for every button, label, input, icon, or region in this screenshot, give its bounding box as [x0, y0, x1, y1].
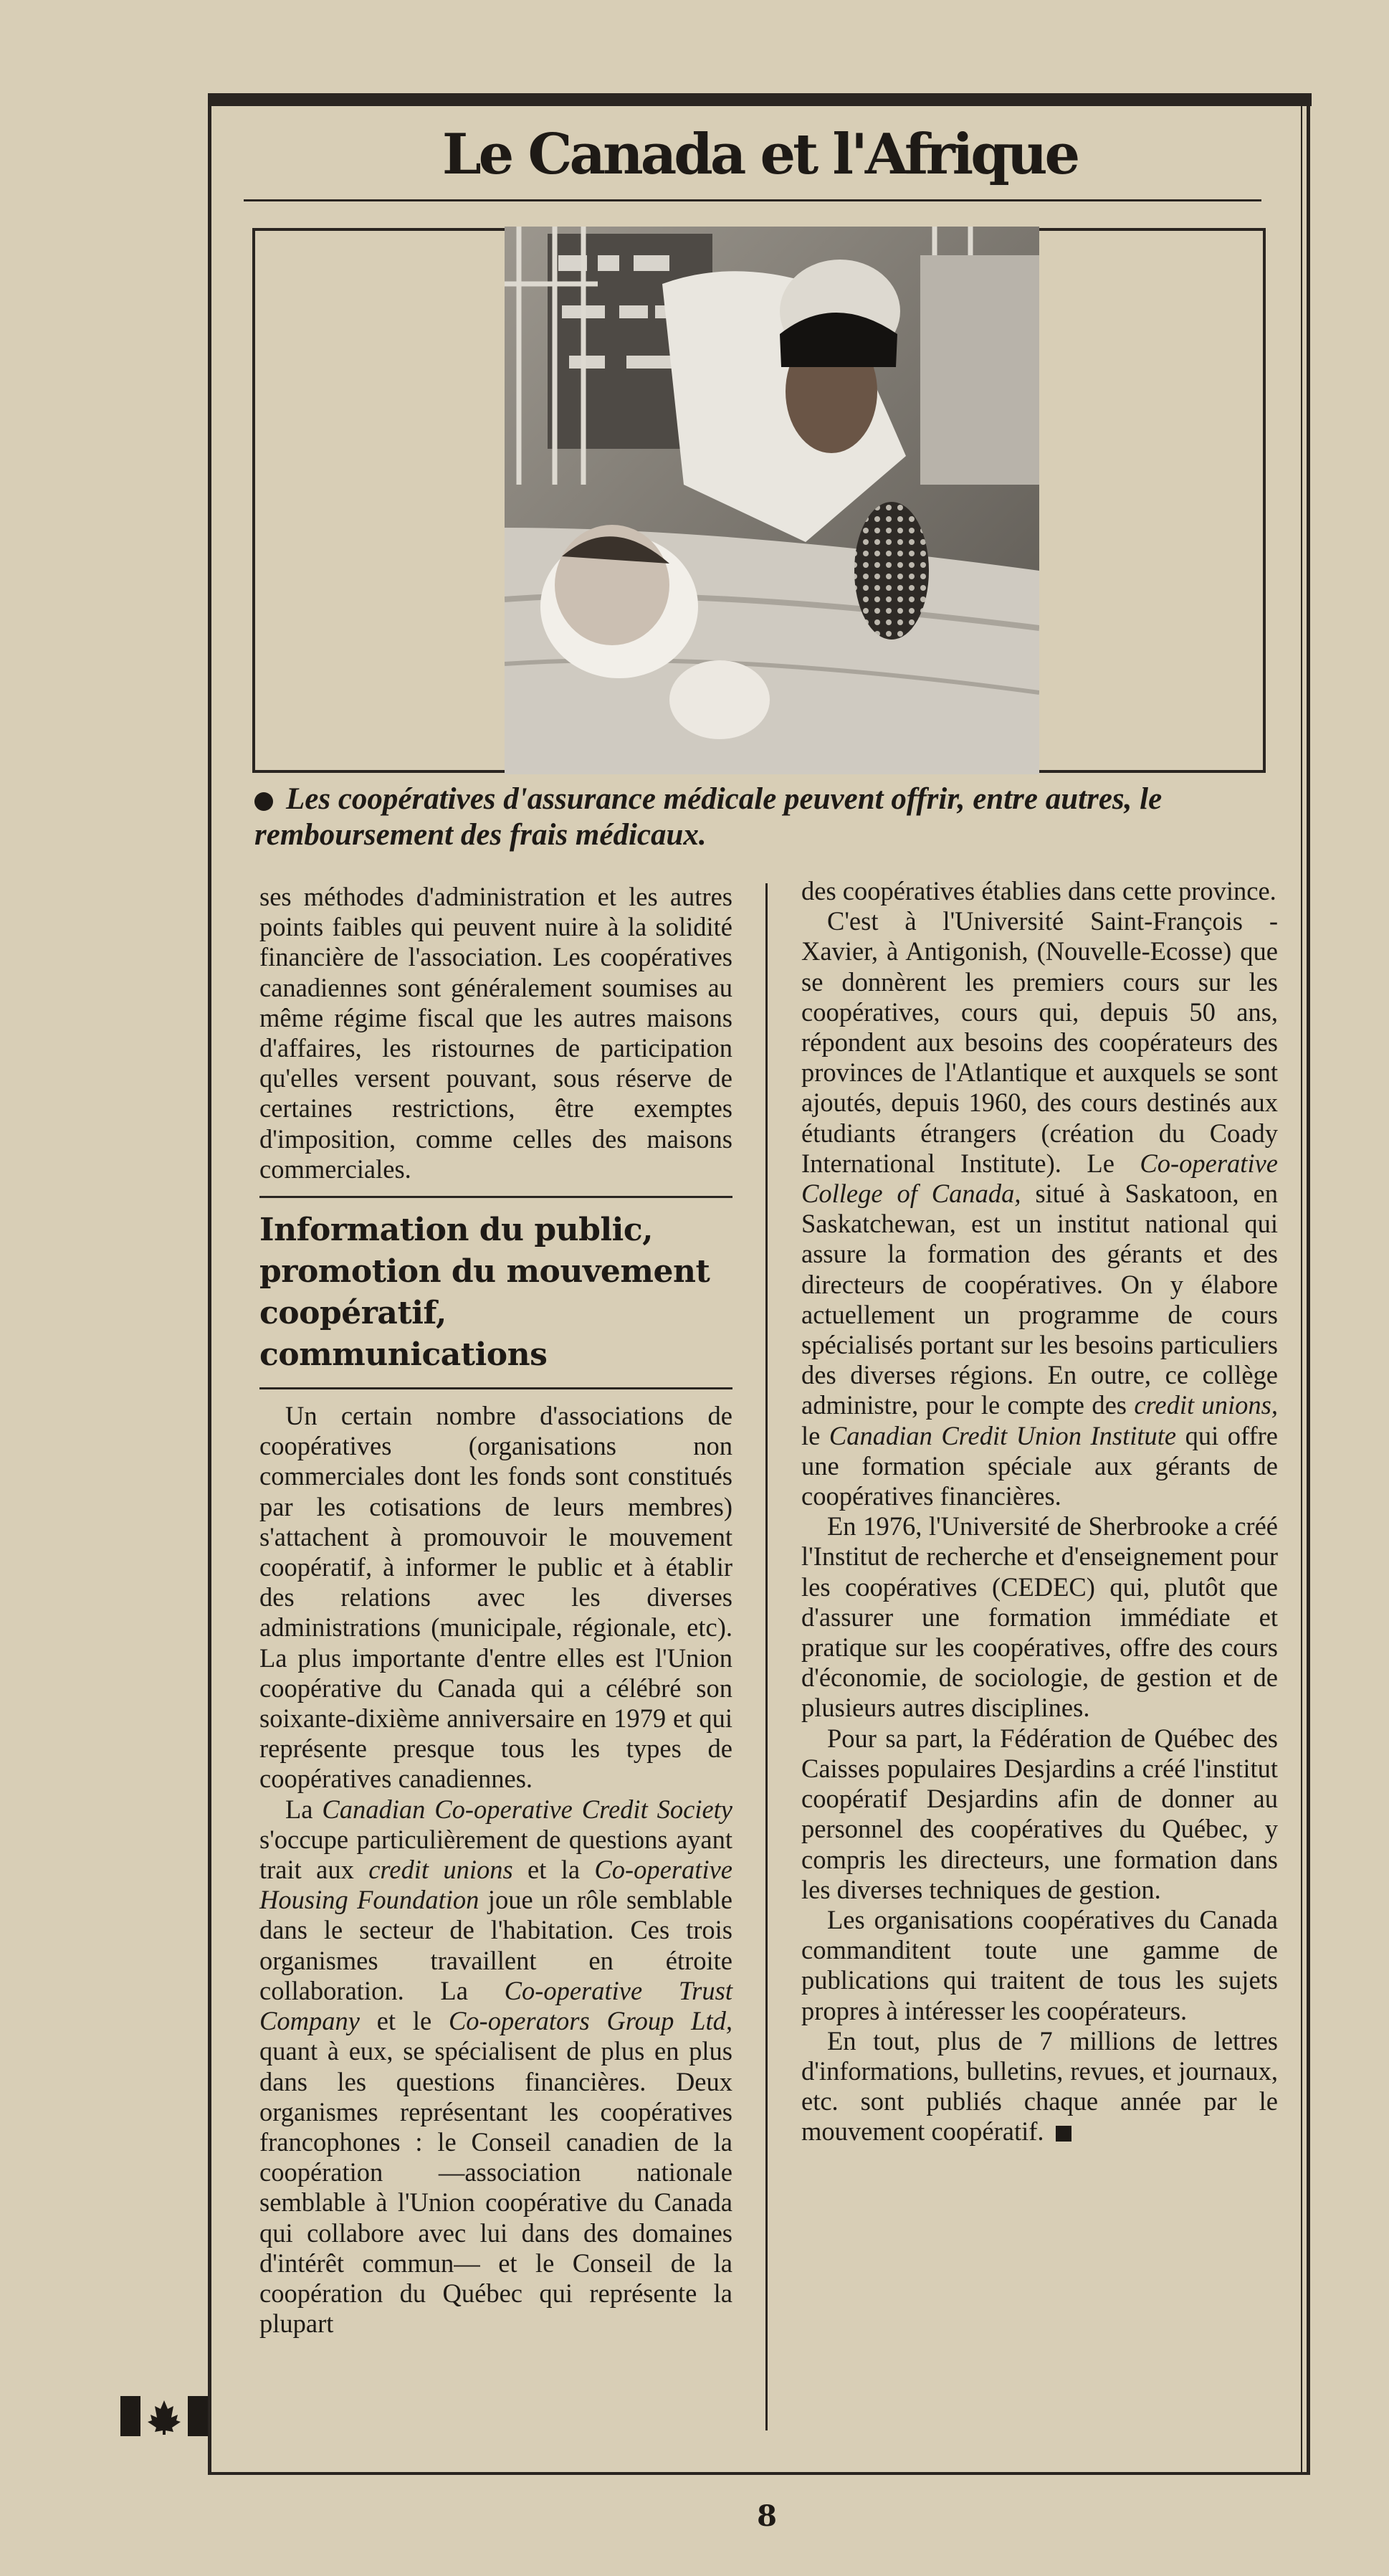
paragraph: En 1976, l'Université de Sherbrooke a créé l'Institut de recherche et d'enseignement pour les coopératives (CEDEC) qui, plutôt que d'assurer une formation immédiate et pratique sur les coopératives, offre des cours d'économie, de sociologie, de gestion et de plusieurs autres disciplines.: [801, 1511, 1278, 1723]
paragraph: C'est à l'Université Saint-François - Xavier, à Antigonish, (Nouvelle-Ecosse) que se donnèrent les premiers cours sur les coopératives, cours qui, depuis 50 ans, répondent aux besoins des coopérateurs des provinces de l'Atlantique et auxquels se sont ajoutés, depuis 1960, des cours destinés aux étudiants étrangers (création du Coady International Institute). Le Co-operative College of Canada, situé à Saskatoon, en Saskatchewan, est un institut national qui assure la formation des gérants et des directeurs de coopératives. On y élabore actuellement un programme de cours spécialisés portant sur les besoins particuliers des diverses régions. En outre, ce collège administre, pour le compte des credit unions, le Canadian Credit Union Institute qui offre une formation spéciale aux gérants de coopératives financières.: [801, 906, 1279, 1511]
section-heading: Information du public, promotion du mouvement coopératif, communications: [259, 1212, 710, 1374]
paragraph: Les organisations coopératives du Canada commanditent toute une gamme de publications qui traitent de tous les sujets propres à intéresser les coopérateurs.: [801, 1904, 1278, 2025]
page-number: 8: [757, 2499, 777, 2533]
photo-illustration: [505, 227, 1039, 774]
paragraph: Un certain nombre d'associations de coopératives (organisations non commerciales dont les fonds sont constitués par les cotisations de leurs membres) s'attachent à promouvoir le mouvement coopératif, à informer le public et à établir des relations avec les diverses administrations (municipale, régionale, etc). La plus importante d'entre elles est l'Union coopérative du Canada qui a célébré son soixante-dixième anniversaire en 1979 et qui représente presque tous les types de coopératives canadiennes.: [259, 1401, 732, 1794]
canada-flag-icon: [120, 2396, 208, 2436]
column-divider: [765, 883, 768, 2430]
paragraph: En tout, plus de 7 millions de lettres d'informations, bulletins, revues, et journaux, etc. sont publiés chaque année par le mouvement coopératif.: [801, 2025, 1278, 2147]
paragraph: des coopératives établies dans cette province.: [801, 876, 1276, 906]
end-of-article-icon: [1056, 2126, 1071, 2142]
section-rule-top: [259, 1196, 732, 1198]
photo-frame-bottom-right: [1039, 770, 1266, 773]
article-column-left: [259, 882, 732, 2339]
section-rule-bottom: [259, 1387, 732, 1389]
photo-frame-bottom-left: [252, 770, 505, 773]
nurse-and-baby-photo: [505, 227, 1039, 774]
paragraph: Pour sa part, la Fédération de Québec des Caisses populaires Desjardins a créé l'institut coopératif Desjardins afin de donner au personnel des coopératives du Québec, y compris les directeurs, une formation dans les diverses techniques de gestion.: [801, 1723, 1278, 1904]
caption-bullet-icon: [254, 792, 273, 811]
photo-caption: Les coopératives d'assurance médicale peuvent offrir, entre autres, le remboursement des frais médicaux.: [254, 782, 1163, 852]
article-column-right: [801, 876, 1278, 2147]
top-rule: [208, 93, 1312, 106]
page-heading: Le Canada et l'Afrique: [441, 122, 1078, 187]
heading-rule: [244, 199, 1261, 201]
paragraph: ses méthodes d'administration et les autres points faibles qui peuvent nuire à la solidité financière de l'association. Les coopératives canadiennes sont généralement soumises au même régime fiscal que les autres maisons d'affaires, les ristournes de participation qu'elles versent pouvant, sous réserve de certaines restrictions, être exemptes d'imposition, comme celles des maisons commerciales.: [259, 882, 732, 1184]
paragraph: La Canadian Co-operative Credit Society s'occupe particulièrement de questions ayant trait aux credit unions et la Co-operative Housing Foundation joue un rôle semblable dans le secteur de l'habitation. Ces trois organismes travaillent en étroite collaboration. La Co-operative Trust Company et le Co-operators Group Ltd, quant à eux, se spécialisent de plus en plus dans les questions financières. Deux organismes représentant les coopératives francophones : le Conseil canadien de la coopération —association nationale semblable à l'Union coopérative du Canada qui collabore avec lui dans des domaines d'intérêt commun— et le Conseil de la coopération du Québec qui représente la plupart: [259, 1794, 733, 2339]
